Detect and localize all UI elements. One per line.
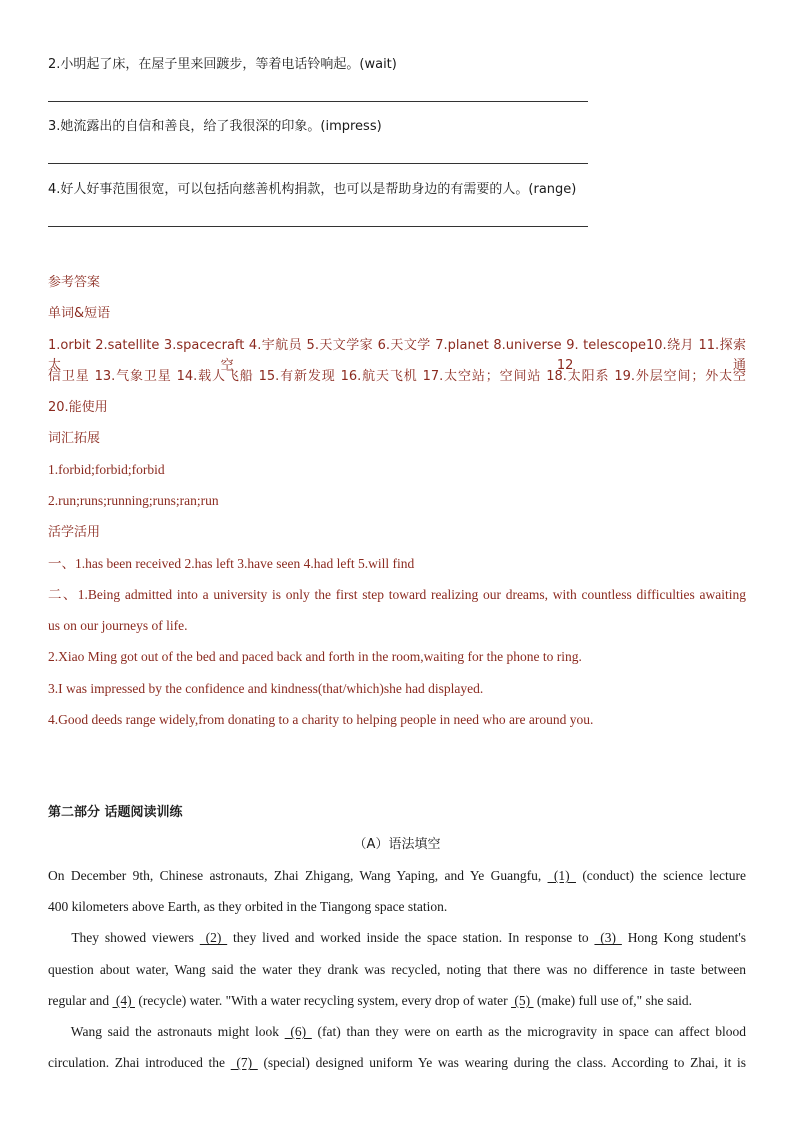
blank-field: (6) [284,1024,312,1039]
vocab-line-1: 1.orbit 2.satellite 3.spacecraft 4.宇航员 5.天文学家 6.天文学 7.planet 8.universe 9. telescope10.绕月 11.探索太空 12通 [48,338,746,373]
blank-field: (5) [511,992,534,1008]
vocab-line-3: 20.能使用 [48,400,108,415]
answer-line-3 [48,163,588,164]
blank-field: (1) [547,868,576,883]
usage-part2-line-2: us on our journeys of life. [48,618,188,633]
passage-line: 400 kilometers above Earth, as they orbited in the Tiangong space station. [48,899,448,915]
translation-item-4: 4.好人好事范围很宽，可以包括向慈善机构捐款，也可以是帮助身边的有需要的人。(range) [48,182,577,197]
answers-title: 参考答案 [48,275,101,290]
passage-line: circulation. Zhai introduced the (7) (special) designed uniform Ye was wearing during the class. According to Zhai, it is [48,1055,747,1071]
usage-part2-line-1: 二、1.Being admitted into a university is only the first step toward realizing our dreams, with countless difficulties awaiting [48,587,746,602]
blank-field: (2) [199,930,228,946]
blank-field: (4) [112,992,135,1008]
blank-field: (7) [230,1055,258,1071]
answer-line-4 [48,226,588,227]
section2-title: 第二部分 话题阅读训练 [48,805,183,820]
expansion-line-2: 2.run;runs;running;runs;ran;run [48,493,219,508]
passage-line: regular and (4) (recycle) water. "With a water recycling system, every drop of water (5) (make) full use of," she said. [48,992,692,1008]
usage-part1: 一、1.has been received 2.has left 3.have seen 4.had left 5.will find [48,556,415,571]
passage-line: On December 9th, Chinese astronauts, Zhai Zhigang, Wang Yaping, and Ye Guangfu, (1) (conduct) the science lecture [48,868,746,883]
usage-part2-line-4: 3.I was impressed by the confidence and kindness(that/which)she had displayed. [48,681,484,696]
vocab-line-2: 信卫星 13.气象卫星 14.载人飞船 15.有新发现 16.航天飞机 17.太空站；空间站 18.太阳系 19.外层空间；外太空 [48,369,746,384]
passage-line: question about water, Wang said the water they drank was recycled, noting that there was no difference in taste between [48,961,746,977]
usage-part2-line-3: 2.Xiao Ming got out of the bed and paced back and forth in the room,waiting for the phone to ring. [48,649,582,664]
passage-line: They showed viewers (2) they lived and worked inside the space station. In response to (3) Hong Kong student's [48,930,747,946]
passage-line: Wang said the astronauts might look (6) (fat) than they were on earth as the microgravity in space can affect blood [48,1024,746,1039]
blank-field: (3) [594,930,622,946]
usage-part2-line-5: 4.Good deeds range widely,from donating to a charity to helping people in need who are around you. [48,712,594,727]
translation-item-2: 2.小明起了床，在屋子里来回踱步，等着电话铃响起。(wait) [48,57,397,72]
translation-item-3: 3.她流露出的自信和善良，给了我很深的印象。(impress) [48,119,382,134]
vocab-heading: 单词&短语 [48,306,111,321]
expansion-heading: 词汇拓展 [48,431,101,446]
section2-subtitle: （A）语法填空 [353,837,441,852]
expansion-line-1: 1.forbid;forbid;forbid [48,462,165,477]
usage-heading: 活学活用 [48,525,101,540]
answer-line-2 [48,101,588,102]
